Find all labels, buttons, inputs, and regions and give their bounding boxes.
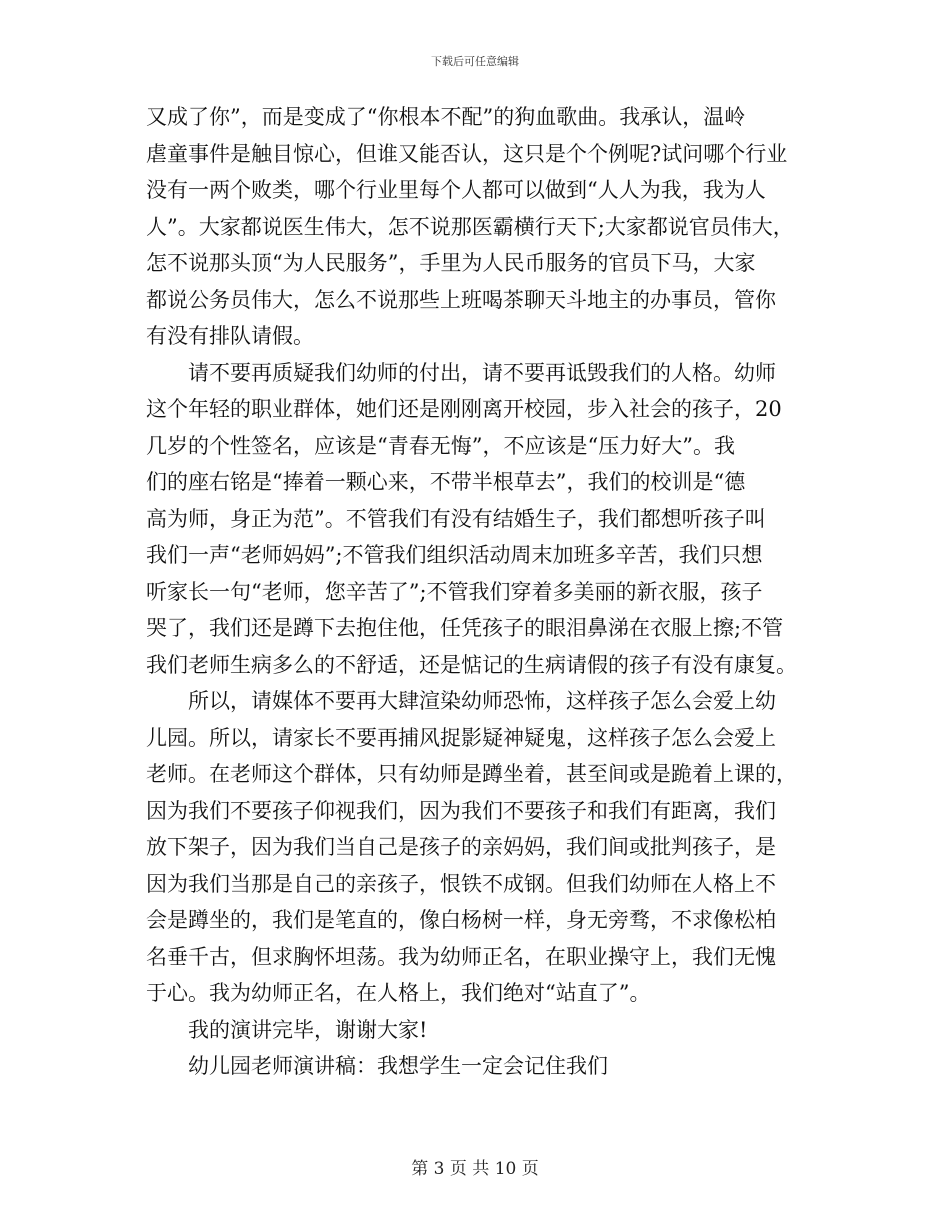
text-line: 有没有排队请假。 [146,324,314,348]
paragraph-first-line: 请不要再质疑我们幼师的付出，请不要再诋毁我们的人格。幼师 [188,360,776,385]
text-line: 听家长一句“老师，您辛苦了”;不管我们穿着多美丽的新衣服，孩子 [146,579,763,604]
text-line: 因为我们不要孩子仰视我们，因为我们不要孩子和我们有距离，我们 [146,798,776,823]
text-line: 几岁的个性签名，应该是“青春无悔”，不应该是“压力好大”。我 [146,433,735,458]
text-line: 这个年轻的职业群体，她们还是刚刚离开校园，步入社会的孩子，20 [146,397,782,421]
text-line: 都说公务员伟大，怎么不说那些上班喝茶聊天斗地主的办事员，管你 [146,287,776,312]
text-line: 会是蹲坐的，我们是笔直的，像白杨树一样，身无旁骛，不求像松柏 [146,908,776,932]
text-line: 因为我们当那是自己的亲孩子，恨铁不成钢。但我们幼师在人格上不 [146,871,776,896]
text-line: 我们一声“老师妈妈”;不管我们组织活动周末加班多辛苦，我们只想 [146,543,763,567]
text-line: 虐童事件是触目惊心，但谁又能否认，这只是个个例呢?试问哪个行业 [146,141,788,166]
text-line: 怎不说那头顶“为人民服务”，手里为人民币服务的官员下马，大家 [146,251,756,275]
text-line: 哭了，我们还是蹲下去抱住他，任凭孩子的眼泪鼻涕在衣服上擦;不管 [146,616,784,640]
page-number-footer: 第 3 页 共 10 页 [411,1159,539,1179]
text-line: 高为师，身正为范”。不管我们有没有结婚生子，我们都想听孩子叫 [146,506,766,531]
text-line: 名垂千古，但求胸怀坦荡。我为幼师正名，在职业操守上，我们无愧 [146,944,776,969]
next-section-title: 幼儿园老师演讲稿：我想学生一定会记住我们 [188,1054,608,1078]
text-line: 们的座右铭是“捧着一颗心来，不带半根草去”，我们的校训是“德 [146,470,746,494]
text-line: 放下架子，因为我们当自己是孩子的亲妈妈，我们间或批判孩子，是 [146,835,776,859]
document-body [146,99,806,1085]
page-header: 下载后可任意编辑 [431,55,519,68]
paragraph-first-line: 所以，请媒体不要再大肆渲染幼师恐怖，这样孩子怎么会爱上幼 [188,689,776,713]
text-line: 于心。我为幼师正名，在人格上，我们绝对“站直了”。 [146,981,651,1005]
text-line: 人”。大家都说医生伟大，怎不说那医霸横行天下;大家都说官员伟大， [146,214,794,239]
text-line: 老师。在老师这个群体，只有幼师是蹲坐着，甚至间或是跪着上课的， [146,762,797,786]
text-line: 我们老师生病多么的不舒适，还是惦记的生病请假的孩子有没有康复。 [146,652,797,677]
text-line: 没有一两个败类，哪个行业里每个人都可以做到“人人为我，我为人 [146,178,766,202]
text-line: 儿园。所以，请家长不要再捕风捉影疑神疑鬼，这样孩子怎么会爱上 [146,725,776,750]
closing-line: 我的演讲完毕，谢谢大家! [188,1017,428,1042]
text-line: 又成了你”，而是变成了“你根本不配”的狗血歌曲。我承认，温岭 [146,105,746,129]
